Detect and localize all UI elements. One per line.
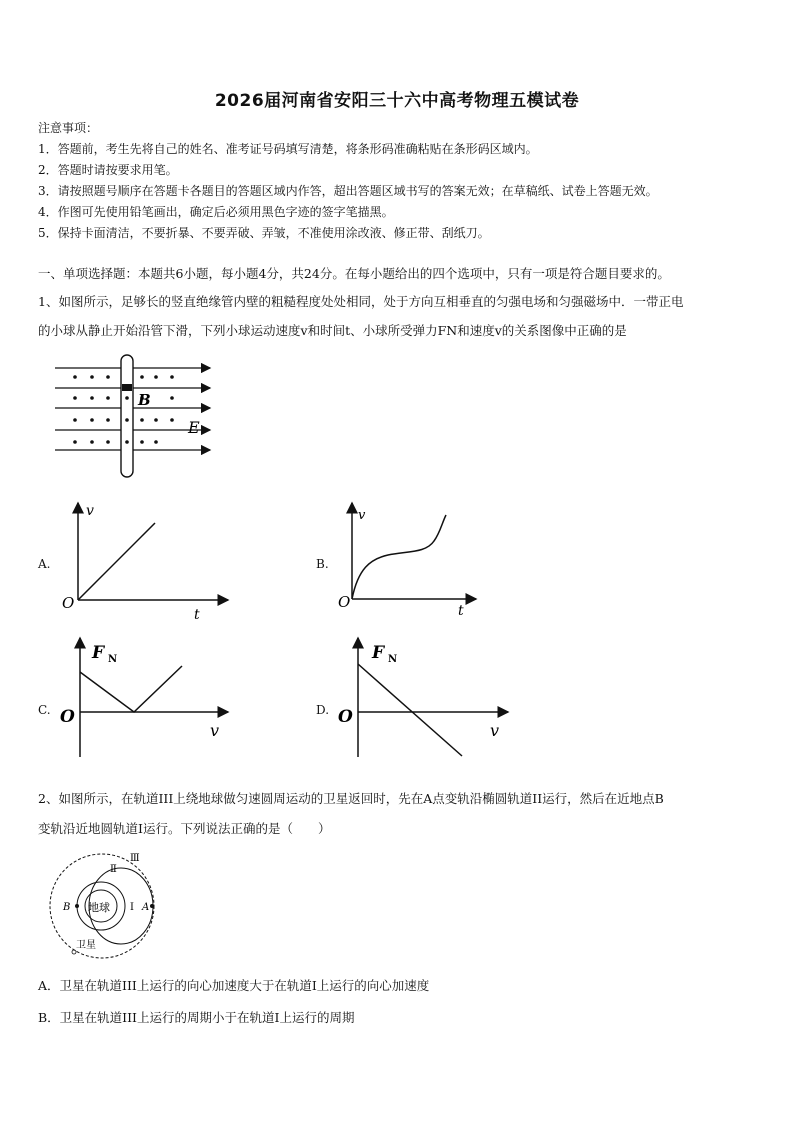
question-2-text: 变轨沿近地圆轨道I运行。下列说法正确的是（ ） — [38, 821, 331, 836]
question-2-text: 2、如图所示，在轨道III上绕地球做匀速圆周运动的卫星返回时，先在A点变轨沿椭圆轨道II运行，然后在近地点B — [38, 791, 664, 806]
axis-label-t: t — [194, 607, 200, 623]
orbit-2-label: Ⅱ — [110, 864, 117, 875]
option-a-text[interactable]: A．卫星在轨道III上运行的向心加速度大于在轨道I上运行的向心加速度 — [38, 978, 430, 993]
magnetic-field-label: B — [138, 391, 151, 409]
axis-label-v: v — [86, 503, 94, 519]
axis-label-t: t — [458, 603, 464, 619]
option-c-graph[interactable] — [58, 632, 238, 762]
orbit-3-label: Ⅲ — [130, 853, 140, 864]
axis-label-v: v — [210, 721, 220, 740]
option-a-graph[interactable] — [58, 495, 238, 625]
notice-item: 2．答题时请按要求用笔。 — [38, 163, 178, 177]
point-a-label: A — [142, 902, 150, 913]
option-a-label[interactable]: A. — [38, 557, 51, 571]
axis-label-fn-sub: N — [108, 654, 118, 665]
origin-label: O — [60, 707, 75, 727]
orbit-figure — [44, 848, 164, 960]
origin-label: O — [338, 707, 353, 727]
earth-label: 地球 — [88, 901, 110, 914]
question-1-text: 1、如图所示，足够长的竖直绝缘管内壁的粗糙程度处处相同，处于方向互相垂直的匀强电场和匀强磁场中．一带正电 — [38, 294, 684, 309]
orbit-1-label: I — [130, 902, 134, 913]
notice-item: 4．作图可先使用铅笔画出，确定后必须用黑色字迹的签字笔描黑。 — [38, 205, 394, 219]
option-d-graph[interactable] — [336, 632, 516, 762]
field-tube-figure — [50, 350, 220, 485]
notice-item: 1．答题前，考生先将自己的姓名、准考证号码填写清楚，将条形码准确粘贴在条形码区域内。 — [38, 142, 538, 156]
satellite-label: 卫星 — [76, 940, 96, 951]
origin-label: O — [62, 594, 75, 612]
electric-field-label: E — [188, 418, 200, 437]
question-1-text: 的小球从静止开始沿管下滑，下列小球运动速度v和时间t、小球所受弹力FN和速度v的关系图像中正确的是 — [38, 323, 627, 338]
page-title: 2026届河南省安阳三十六中高考物理五模试卷 — [214, 91, 580, 111]
notice-heading: 注意事项： — [38, 121, 99, 135]
section-heading: 一、单项选择题：本题共6小题，每小题4分，共24分。在每小题给出的四个选项中，只有一项是符合题目要求的。 — [38, 266, 670, 281]
axis-label-v: v — [358, 508, 366, 523]
axis-label-fn: F — [372, 643, 385, 663]
origin-label: O — [338, 593, 351, 611]
point-b-label: B — [63, 902, 71, 913]
option-c-label[interactable]: C. — [38, 703, 51, 717]
notice-item: 5．保持卡面清洁，不要折暴、不要弄破、弄皱，不准使用涂改液、修正带、刮纸刀。 — [38, 226, 490, 240]
option-b-label[interactable]: B. — [316, 557, 329, 571]
axis-label-v: v — [490, 721, 500, 740]
option-d-label[interactable]: D. — [316, 703, 330, 717]
option-b-graph[interactable] — [336, 497, 486, 622]
axis-label-fn-sub: N — [388, 654, 398, 665]
axis-label-fn: F — [92, 643, 105, 663]
notice-item: 3．请按照题号顺序在答题卡各题目的答题区域内作答，超出答题区域书写的答案无效；在草稿纸、试卷上答题无效。 — [38, 184, 658, 198]
option-b-text[interactable]: B．卫星在轨道III上运行的周期小于在轨道I上运行的周期 — [38, 1010, 355, 1025]
